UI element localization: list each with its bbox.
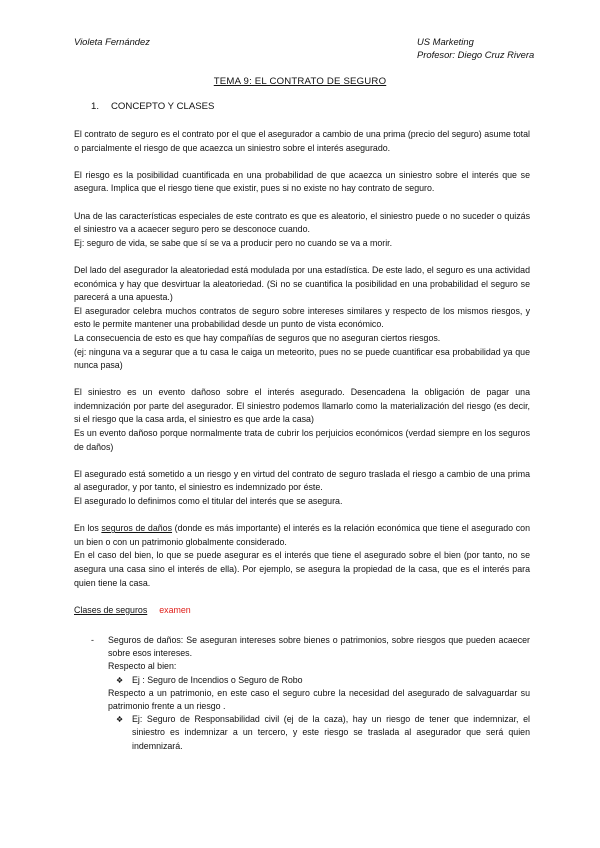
- bullet-incendios-text: Ej : Seguro de Incendios o Seguro de Robo: [132, 674, 303, 685]
- paragraph-definition: El contrato de seguro es el contrato por el que el asegurador a cambio de una prima (precio del seguro) asume total o parcialmente el riesgo de que acaezca un siniestro sobre el interés asegurado.: [74, 129, 530, 153]
- diamond-bullet-icon: ❖: [116, 715, 124, 725]
- document-title: [0, 76, 600, 87]
- respecto-patrimonio: Respecto a un patrimonio, en este caso el seguro cubre la necesidad del asegurado de salvaguardar su patrimonio frente a un riesgo .: [108, 687, 530, 712]
- document-title-text: TEMA 9: EL CONTRATO DE SEGURO: [213, 76, 387, 87]
- paragraph-seguros-danos-pre: En los: [74, 523, 102, 534]
- respecto-bien: Respecto al bien:: [108, 661, 177, 672]
- paragraph-ejemplo-vida: Ej: seguro de vida, se sabe que sí se va a producir pero no cuando se va a morir.: [74, 237, 393, 248]
- clases-heading-text: Clases de seguros: [74, 604, 148, 615]
- bullet-responsabilidad-civil: [74, 713, 530, 753]
- paragraph-contratos: El asegurador celebra muchos contratos de seguro sobre intereses similares y respecto de los mismos riesgos, y esto le permite mantener una probabilidad desde un punto de vista económico.: [74, 305, 530, 330]
- header-course: US Marketing: [417, 36, 474, 47]
- header-author: Violeta Fernández: [74, 36, 150, 47]
- seguros-danos-underlined: seguros de daños: [101, 523, 173, 534]
- bullet-incendios: [74, 674, 530, 687]
- paragraph-riesgo: El riesgo es la posibilidad cuantificada en una probabilidad de que acaezca un siniestro sobre el interés que se asegura. Implica que el riesgo tiene que existir, pues si no existe no hay contrato de seguro.: [74, 169, 530, 194]
- section-number: 1.: [91, 101, 100, 112]
- paragraph-seguros-danos-post: (donde es más importante) el interés es la relación económica que tiene el asegurado con un bien o con un patrimonio globalmente considerado.: [74, 523, 530, 547]
- paragraph-definicion-asegurado: El asegurado lo definimos como el titular del interés que se asegura.: [74, 496, 343, 507]
- list-item-seguros-danos: [74, 634, 530, 660]
- paragraph-caso-bien: En el caso del bien, lo que se puede asegurar es el interés que tiene el asegurado sobre el bien (por tanto, no se asegura una casa sino el interés de ella). Por ejemplo, se asegura la propiedad de la casa, que es el interés para quien tiene la casa.: [74, 550, 530, 588]
- paragraph-asegurador: Del lado del asegurador la aleatoriedad está modulada por una estadística. De este lado, el seguro es una actividad económica y hay que desvirtuar la aleatoriedad. (Si no se cuantifica la posibilidad en una probabilidad el seguro se parecerá a una apuesta.): [74, 264, 530, 303]
- clases-list: [74, 634, 530, 753]
- bullet-responsabilidad-text: Ej: Seguro de Responsabilidad civil (ej de la caza), hay un riesgo de tener que indemnizar, el siniestro es indemnizar a un tercero, y este riesgo se traslada al asegurador que será quien indemnizará.: [132, 714, 530, 751]
- section-heading: [91, 101, 214, 112]
- paragraph-aleatorio: Una de las características especiales de este contrato es que es aleatorio, el siniestro puede o no suceder o quizás el siniestro va a acaecer seguro pero se desconoce cuando.: [74, 210, 530, 235]
- examen-tag: examen: [159, 604, 191, 615]
- paragraph-asegurado: El asegurado está sometido a un riesgo y en virtud del contrato de seguro traslada el riesgo a cambio de una prima al asegurador, y por tanto, el siniestro es indemnizado por éste.: [74, 468, 530, 493]
- paragraph-seguros-danos: [74, 522, 530, 549]
- paragraph-siniestro: El siniestro es un evento dañoso sobre el interés asegurado. Desencadena la obligación de pagar una indemnización por parte del asegurador. El siniestro podemos llamarlo como la materialización del riesgo (es decir, si el riesgo que la casa arda, el siniestro es que arde la casa): [74, 387, 530, 425]
- paragraph-consecuencia: La consecuencia de esto es que hay compañías de seguros que no aseguran ciertos riesgos.: [74, 332, 441, 343]
- paragraph-ejemplo-meteorito: (ej: ninguna va a segurar que a tu casa le caiga un meteorito, pues no se puede cuantificar esa probabilidad ya que nunca pasa): [74, 346, 530, 371]
- dash-marker: -: [91, 635, 94, 645]
- body-text: [74, 128, 530, 617]
- paragraph-evento-danoso: Es un evento dañoso porque normalmente trata de cubrir los perjuicios económicos (verdad siempre en los seguros de daños): [74, 428, 530, 452]
- section-label: CONCEPTO Y CLASES: [111, 101, 215, 112]
- list-item-seguros-danos-text: Seguros de daños: Se aseguran intereses sobre bienes o patrimonios, sobre riesgos que pueden acaecer sobre esos intereses.: [108, 635, 530, 659]
- diamond-bullet-icon: ❖: [116, 675, 124, 685]
- clases-heading: [74, 604, 530, 618]
- header-course-block: [417, 35, 534, 61]
- header-professor: Profesor: Diego Cruz Rivera: [417, 49, 535, 60]
